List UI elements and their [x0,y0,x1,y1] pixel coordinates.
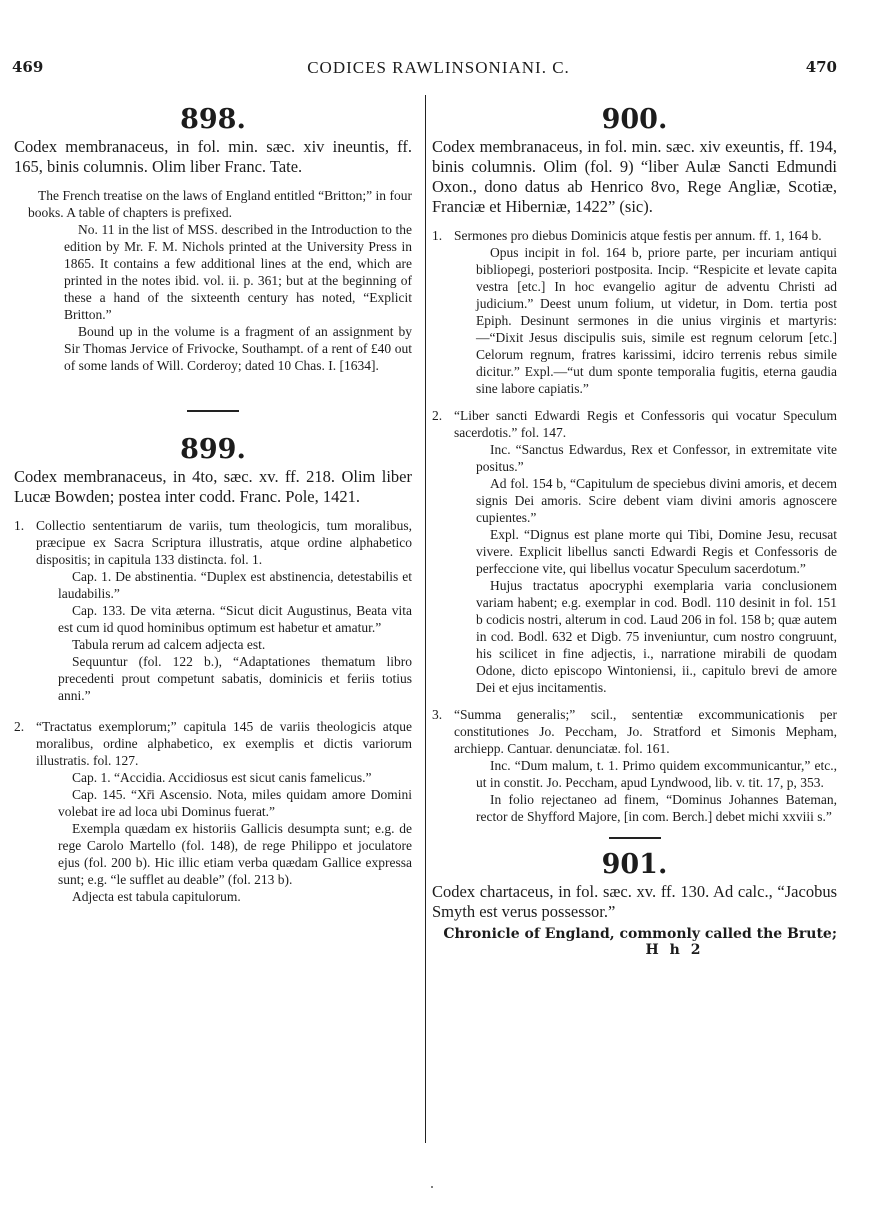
item-number: 2. [432,408,443,423]
column-divider [425,95,426,1143]
list-item [14,517,412,568]
item-detail: Ad fol. 154 b, “Capitulum de speciebus divini amoris, et decem signis Dei amoris. Scire debent viam divini amoris agnoscere cupientes.” [476,476,837,525]
item-text: Sermones pro diebus Dominicis atque festis per annum. ff. 1, 164 b. [454,228,822,243]
codex-898-para-3: Bound up in the volume is a fragment of an assignment by Sir Thomas Jervice of Frivocke, Southampt. of a rent of £40 out of some lands of Will. Corderoy; dated 10 Chas. I. [1634]. [64,324,412,373]
item-detail: Cap. 145. “Xr̄i Ascensio. Nota, miles quidam amore Domini volebat ire ad loca ubi Dominus fuerat.” [58,787,412,819]
codex-898-para-2: No. 11 in the list of MSS. described in the Introduction to the edition by Mr. F. M. Nichols printed at the University Press in 1865. It contains a few additional lines at the end, which are printed in the notes ibid. vol. ii. p. 361; but at the beginning of these a hand of the sixteenth century has noted, “Explicit Britton.” [64,222,412,322]
codex-900-body [432,227,837,825]
item-detail: Inc. “Sanctus Edwardus, Rex et Confessor, in extremitate vite positus.” [476,442,837,474]
codex-900-number: 900. [601,104,668,135]
item-detail: Sequuntur (fol. 122 b.), “Adaptationes thematum libro precedenti prout competunt sabatis, dominicis et feriis totius anni.” [58,654,412,703]
list-item [432,706,837,757]
list-item [432,407,837,441]
item-detail: Cap. 1. De abstinentia. “Duplex est abstinencia, detestabilis et laudabilis.” [58,569,412,601]
codex-899-heading: Codex membranaceus, in 4to, sæc. xv. ff. 218. Olim liber Lucæ Bowden; postea inter codd. Franc. Pole, 1421. [14,467,412,506]
list-item [432,227,837,244]
codex-900-heading: Codex membranaceus, in fol. min. sæc. xiv exeuntis, ff. 194, binis columnis. Olim (fol. 9) “liber Aulæ Sancti Edmundi Oxon., dono datus ab Henrico 8vo, Rege Angliæ, Scotiæ, Franciæ et Hiberniæ, 1422” (sic). [432,137,837,216]
item-text: “Tractatus exemplorum;” capitula 145 de variis theologicis atque moralibus, ordine alphabetico, ex exemplis et dictis variorum illustratis. fol. 127. [36,719,412,768]
item-text: “Summa generalis;” scil., sententiæ excommunicationis per constitutiones Jo. Peccham, Jo. Stratford et Simonis Mepham, archiepp. Cantuar. denunciatæ. fol. 161. [454,707,837,756]
item-detail: Cap. 133. De vita æterna. “Sicut dicit Augustinus, Beata vita est cum id quod hominibus optimum est habetur et amatur.” [58,603,412,635]
section-rule [609,837,661,839]
item-number: 2. [14,719,25,734]
item-detail: Cap. 1. “Accidia. Accidiosus est sicut canis famelicus.” [72,770,372,785]
codex-898-para-1: The French treatise on the laws of England entitled “Britton;” in four books. A table of chapters is prefixed. [28,188,412,220]
item-detail: Tabula rerum ad calcem adjecta est. [72,637,266,652]
item-text: “Liber sancti Edwardi Regis et Confessoris qui vocatur Speculum sacerdotis.” fol. 147. [454,408,837,440]
item-detail: Inc. “Dum malum, t. 1. Primo quidem excommunicantur,” etc., ut in constit. Jo. Peccham, apud Lyndwood, lib. v. tit. 17, p, 353. [476,758,837,790]
page-number-right: 470 [805,58,837,76]
signature-mark: H h 2 [645,942,704,958]
codex-901-number: 901. [601,849,668,880]
item-detail: Opus incipit in fol. 164 b, priore parte, per incuriam antiqui bibliopegi, posteriori postposita. Incip. “Respicite et levate capita vestra [etc.] In hoc evangelio agitur de adventu Christi ad judicium.” Deest unum folium, ut videtur, in Dom. tertia post Epiph. Desinunt sermones in die unius virginis et martyris:—“Dixit Jesus discipulis suis, simile est regnum celorum [etc.] Celorum regnum, fratres karissimi, idciro terrenis rebus simile dicitur.” Expl.—“ut dum sponte temporalia fugitis, eterna gaudia sine labore capiatis.” [476,245,837,396]
item-number: 1. [14,518,25,533]
item-detail: In folio rejectaneo ad finem, “Dominus Johannes Bateman, rector de Shyfford Majore, [in com. Berch.] debet michi xxviii s.” [476,792,837,824]
list-item [14,718,412,769]
codex-898-number: 898. [180,104,246,135]
item-detail: Adjecta est tabula capitulorum. [72,889,241,904]
right-column [432,98,837,958]
item-detail: Expl. “Dignus est plane morte qui Tibi, Domine Jesu, recusat vivere. Explicit libellus sancti Edwardi Regis et Confessoris de perfeccione vite, qui libellus vocatur Speculum sacerdotum.” [476,527,837,576]
item-detail: Exempla quædam ex historiis Gallicis desumpta sunt; e.g. de rege Carolo Martello (fol. 148), de rege Philippo et joculatore ejus (fol. 200 b). Hic illic etiam verba quædam Gallice expressa sunt; e.g. “le sufflet au deable” (fol. 213 b). [58,821,412,887]
codex-898-heading: Codex membranaceus, in fol. min. sæc. xiv ineuntis, ff. 165, binis columnis. Olim liber Franc. Tate. [14,137,412,176]
item-number: 3. [432,707,443,722]
codex-901-line: Chronicle of England, commonly called the Brute; [443,926,837,942]
ink-speck [431,1186,433,1188]
codex-898-body [14,187,412,374]
codex-901-heading: Codex chartaceus, in fol. sæc. xv. ff. 130. Ad calc., “Jacobus Smyth est verus possessor.” [432,882,837,921]
item-detail: Hujus tractatus apocryphi exemplaria varia conclusionem variam habent; e.g. exemplar in cod. Bodl. 110 desinit in fol. 151 b codicis nostri, alterum in cod. Laud 206 in fol. 158 b; quæ autem in cod. Bodl. 632 et Digb. 75 inveniuntur, cum nostro congruunt, his scilicet in fine adjectis, i., narratione mirabili de quodam Odone, dicto episcopo Wintoniensi, ii., capitulo brevi de amore Dei et ejus incitamentis. [476,578,837,695]
item-number: 1. [432,228,443,243]
running-title: CODICES RAWLINSONIANI. C. [307,58,570,77]
codex-899-number: 899. [180,434,246,465]
item-text: Collectio sententiarum de variis, tum theologicis, tum moralibus, præcipue ex Sacra Scriptura illustratis, atque ordine alphabetico dispositis; in capitula 133 distincta. fol. 1. [36,518,412,567]
codex-899-body [14,517,412,905]
section-rule [187,410,239,412]
left-column [14,98,412,905]
page-number-left: 469 [12,58,44,76]
